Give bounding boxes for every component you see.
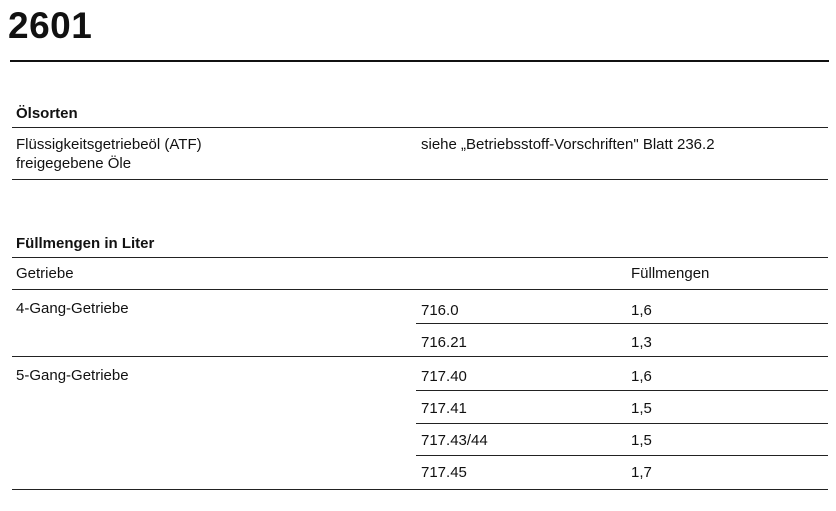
fill-quantities-heading: Füllmengen in Liter — [16, 235, 155, 252]
document-number: 2601 — [8, 5, 93, 46]
table-bottom-rule — [12, 489, 828, 490]
oil-type-label-line1: Flüssigkeitsgetriebeöl (ATF) — [16, 136, 202, 153]
oil-types-bottom-rule — [12, 179, 828, 180]
transmission-group-name: 5-Gang-Getriebe — [16, 367, 129, 384]
model-number: 717.43/44 — [421, 432, 488, 449]
oil-types-heading: Ölsorten — [16, 105, 78, 122]
model-number: 717.41 — [421, 400, 467, 417]
row-divider — [416, 323, 828, 324]
oil-type-reference: siehe „Betriebsstoff-Vorschriften" Blatt 236.2 — [421, 136, 715, 153]
fill-quantity-value: 1,6 — [631, 302, 652, 319]
oil-types-heading-rule — [12, 127, 828, 128]
row-divider — [416, 423, 828, 424]
fill-quantity-value: 1,5 — [631, 432, 652, 449]
column-header-rule — [12, 289, 828, 290]
oil-type-label-line2: freigegebene Öle — [16, 155, 132, 172]
model-number: 717.40 — [421, 368, 467, 385]
row-divider — [416, 390, 828, 391]
transmission-group-name: 4-Gang-Getriebe — [16, 300, 129, 317]
fill-quantity-value: 1,5 — [631, 400, 652, 417]
fill-quantities-heading-rule — [12, 257, 828, 258]
header-rule — [10, 60, 829, 62]
column-header-quantity: Füllmengen — [631, 265, 710, 282]
row-divider — [416, 455, 828, 456]
group-divider — [12, 356, 828, 357]
model-number: 716.0 — [421, 302, 459, 319]
model-number: 717.45 — [421, 464, 467, 481]
fill-quantity-value: 1,7 — [631, 464, 652, 481]
column-header-transmission: Getriebe — [16, 265, 74, 282]
fill-quantity-value: 1,6 — [631, 368, 652, 385]
fill-quantity-value: 1,3 — [631, 334, 652, 351]
model-number: 716.21 — [421, 334, 467, 351]
